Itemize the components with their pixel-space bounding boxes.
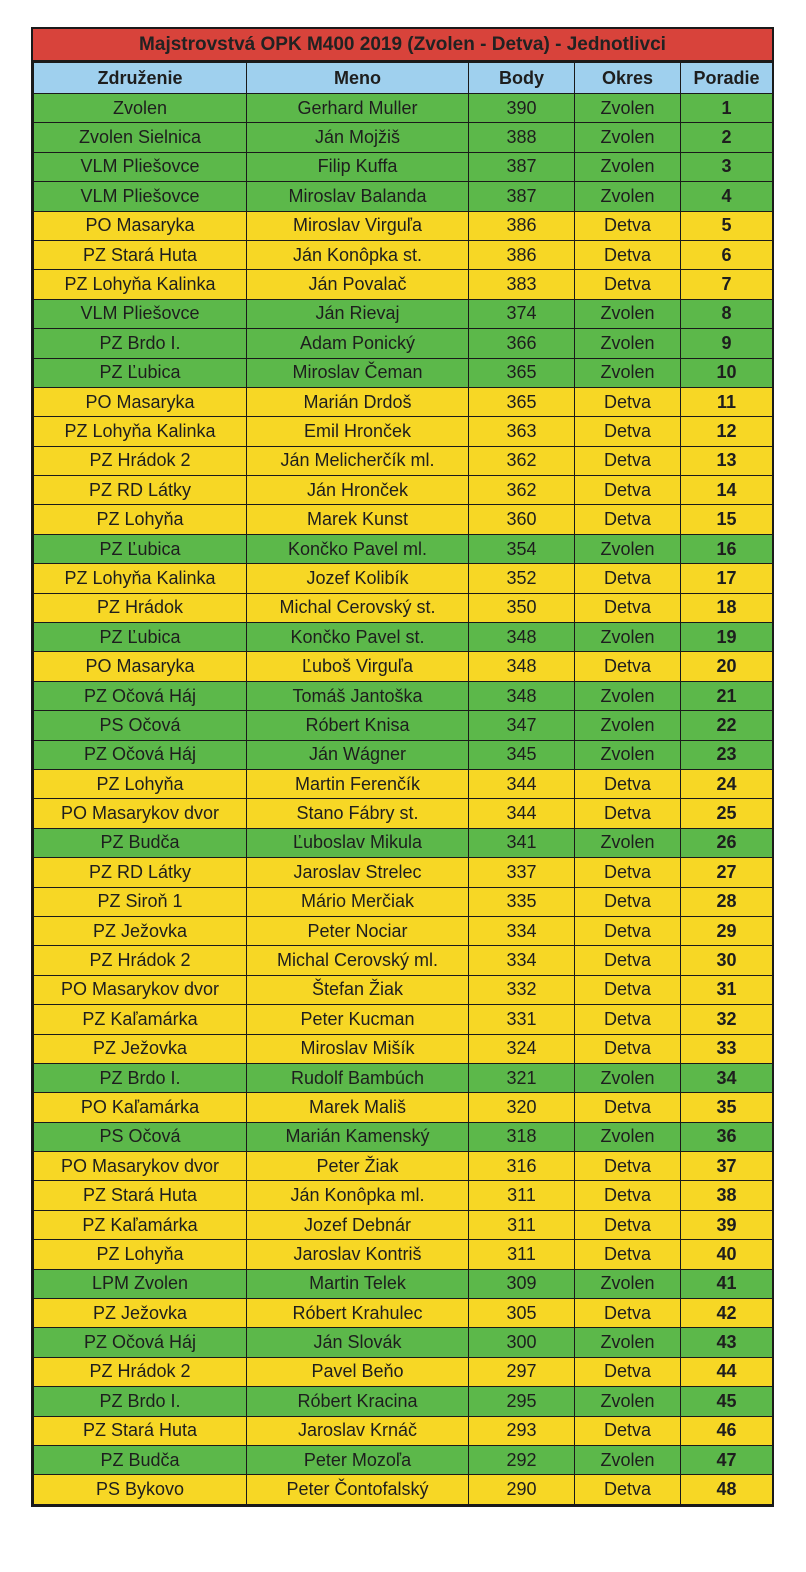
cell-association: PZ RD Látky [34,476,247,505]
table-row [34,1445,773,1474]
cell-rank: 4 [681,182,773,211]
table-row [34,1005,773,1034]
cell-points: 383 [469,270,575,299]
cell-district: Detva [575,858,681,887]
table-row [34,1122,773,1151]
cell-points: 363 [469,417,575,446]
table-row [34,1063,773,1092]
cell-name: Peter Nociar [247,916,469,945]
table-body [34,94,773,1505]
cell-district: Zvolen [575,1122,681,1151]
cell-rank: 36 [681,1122,773,1151]
cell-district: Detva [575,946,681,975]
table-row [34,858,773,887]
cell-name: Ján Rievaj [247,299,469,328]
cell-district: Detva [575,505,681,534]
table-row [34,916,773,945]
cell-district: Zvolen [575,828,681,857]
cell-rank: 29 [681,916,773,945]
cell-district: Detva [575,387,681,416]
cell-association: PZ Hrádok 2 [34,946,247,975]
cell-district: Zvolen [575,1387,681,1416]
table-row [34,799,773,828]
cell-rank: 6 [681,240,773,269]
cell-name: Miroslav Balanda [247,182,469,211]
cell-rank: 47 [681,1445,773,1474]
cell-rank: 20 [681,652,773,681]
cell-district: Detva [575,1416,681,1445]
cell-district: Zvolen [575,1269,681,1298]
table-row [34,182,773,211]
cell-association: PO Masaryka [34,387,247,416]
header-rank: Poradie [681,63,773,94]
cell-district: Detva [575,975,681,1004]
cell-rank: 48 [681,1475,773,1504]
cell-rank: 1 [681,94,773,123]
cell-association: PZ Ježovka [34,1299,247,1328]
cell-name: Miroslav Virguľa [247,211,469,240]
cell-points: 345 [469,740,575,769]
cell-rank: 5 [681,211,773,240]
table-row [34,152,773,181]
cell-association: PZ Budča [34,828,247,857]
results-sheet [31,27,774,1507]
cell-district: Detva [575,887,681,916]
cell-district: Detva [575,799,681,828]
cell-association: Zvolen Sielnica [34,123,247,152]
cell-points: 324 [469,1034,575,1063]
cell-association: PZ Lohyňa Kalinka [34,564,247,593]
cell-district: Zvolen [575,329,681,358]
cell-points: 320 [469,1093,575,1122]
cell-district: Zvolen [575,299,681,328]
cell-name: Peter Žiak [247,1152,469,1181]
cell-association: PZ Lohyňa [34,1240,247,1269]
cell-name: Ján Povalač [247,270,469,299]
table-row [34,387,773,416]
header-district: Okres [575,63,681,94]
table-row [34,564,773,593]
cell-points: 290 [469,1475,575,1504]
cell-name: Gerhard Muller [247,94,469,123]
cell-rank: 23 [681,740,773,769]
cell-name: Mário Merčiak [247,887,469,916]
cell-points: 362 [469,476,575,505]
cell-points: 300 [469,1328,575,1357]
cell-association: PS Očová [34,711,247,740]
cell-name: Peter Čontofalský [247,1475,469,1504]
cell-name: Pavel Beňo [247,1357,469,1386]
cell-points: 311 [469,1210,575,1239]
cell-district: Detva [575,1152,681,1181]
table-row [34,329,773,358]
cell-points: 348 [469,681,575,710]
cell-rank: 35 [681,1093,773,1122]
cell-district: Detva [575,1299,681,1328]
cell-name: Stano Fábry st. [247,799,469,828]
cell-name: Miroslav Čeman [247,358,469,387]
cell-district: Detva [575,211,681,240]
cell-district: Zvolen [575,152,681,181]
cell-rank: 33 [681,1034,773,1063]
cell-points: 344 [469,769,575,798]
cell-association: PZ Lohyňa [34,505,247,534]
cell-rank: 43 [681,1328,773,1357]
cell-name: Ján Mojžiš [247,123,469,152]
cell-points: 388 [469,123,575,152]
cell-points: 386 [469,240,575,269]
cell-rank: 21 [681,681,773,710]
cell-rank: 26 [681,828,773,857]
cell-district: Detva [575,1093,681,1122]
cell-points: 334 [469,916,575,945]
cell-district: Detva [575,1181,681,1210]
cell-association: PZ Brdo I. [34,329,247,358]
cell-name: Marián Kamenský [247,1122,469,1151]
table-row [34,623,773,652]
header-points: Body [469,63,575,94]
cell-rank: 18 [681,593,773,622]
cell-name: Michal Cerovský ml. [247,946,469,975]
table-row [34,1152,773,1181]
table-row [34,1387,773,1416]
cell-points: 350 [469,593,575,622]
cell-rank: 3 [681,152,773,181]
table-row [34,534,773,563]
cell-association: PZ Kaľamárka [34,1005,247,1034]
cell-points: 332 [469,975,575,1004]
table-row [34,417,773,446]
cell-points: 387 [469,182,575,211]
cell-association: PZ Kaľamárka [34,1210,247,1239]
cell-rank: 13 [681,446,773,475]
cell-rank: 19 [681,623,773,652]
cell-points: 365 [469,358,575,387]
cell-district: Detva [575,652,681,681]
cell-district: Detva [575,1240,681,1269]
cell-name: Jozef Kolibík [247,564,469,593]
cell-association: PZ Hrádok 2 [34,446,247,475]
cell-points: 297 [469,1357,575,1386]
cell-rank: 2 [681,123,773,152]
cell-rank: 38 [681,1181,773,1210]
cell-rank: 37 [681,1152,773,1181]
cell-district: Detva [575,1475,681,1504]
table-row [34,505,773,534]
table-row [34,211,773,240]
sheet-title: Majstrovstvá OPK M400 2019 (Zvolen - Detva) - Jednotlivci [33,29,772,62]
cell-points: 352 [469,564,575,593]
cell-district: Zvolen [575,1063,681,1092]
cell-points: 331 [469,1005,575,1034]
cell-rank: 25 [681,799,773,828]
cell-district: Detva [575,1210,681,1239]
table-row [34,299,773,328]
cell-name: Marián Drdoš [247,387,469,416]
cell-association: PZ Lohyňa Kalinka [34,417,247,446]
cell-name: Ján Konôpka ml. [247,1181,469,1210]
table-row [34,711,773,740]
cell-association: VLM Pliešovce [34,299,247,328]
cell-name: Ján Slovák [247,1328,469,1357]
cell-points: 292 [469,1445,575,1474]
cell-association: LPM Zvolen [34,1269,247,1298]
cell-points: 341 [469,828,575,857]
cell-points: 348 [469,652,575,681]
cell-name: Jaroslav Krnáč [247,1416,469,1445]
cell-association: PZ Hrádok [34,593,247,622]
table-row [34,652,773,681]
table-row [34,887,773,916]
cell-points: 387 [469,152,575,181]
cell-name: Jozef Debnár [247,1210,469,1239]
cell-name: Tomáš Jantoška [247,681,469,710]
header-name: Meno [247,63,469,94]
cell-name: Končko Pavel st. [247,623,469,652]
cell-association: PZ RD Látky [34,858,247,887]
cell-association: PZ Budča [34,1445,247,1474]
cell-rank: 9 [681,329,773,358]
table-row [34,1093,773,1122]
cell-association: PZ Ľubica [34,534,247,563]
cell-name: Končko Pavel ml. [247,534,469,563]
cell-points: 366 [469,329,575,358]
cell-points: 335 [469,887,575,916]
cell-association: PZ Ježovka [34,1034,247,1063]
table-row [34,740,773,769]
cell-association: PZ Siroň 1 [34,887,247,916]
table-row [34,1416,773,1445]
table-row [34,1181,773,1210]
cell-association: PS Očová [34,1122,247,1151]
cell-district: Zvolen [575,534,681,563]
cell-name: Peter Mozoľa [247,1445,469,1474]
cell-district: Detva [575,916,681,945]
table-row [34,358,773,387]
results-table [33,62,773,1505]
cell-association: PO Masaryka [34,652,247,681]
cell-association: PZ Lohyňa Kalinka [34,270,247,299]
cell-district: Detva [575,446,681,475]
cell-name: Michal Cerovský st. [247,593,469,622]
cell-name: Martin Telek [247,1269,469,1298]
cell-points: 390 [469,94,575,123]
cell-points: 311 [469,1181,575,1210]
cell-district: Zvolen [575,623,681,652]
cell-name: Ján Hronček [247,476,469,505]
cell-name: Róbert Knisa [247,711,469,740]
cell-rank: 14 [681,476,773,505]
cell-rank: 12 [681,417,773,446]
cell-points: 293 [469,1416,575,1445]
cell-rank: 45 [681,1387,773,1416]
cell-points: 374 [469,299,575,328]
cell-association: PZ Stará Huta [34,240,247,269]
table-row [34,1269,773,1298]
cell-rank: 30 [681,946,773,975]
cell-association: VLM Pliešovce [34,182,247,211]
cell-rank: 31 [681,975,773,1004]
cell-association: PZ Stará Huta [34,1181,247,1210]
cell-points: 305 [469,1299,575,1328]
cell-points: 318 [469,1122,575,1151]
cell-association: PS Bykovo [34,1475,247,1504]
cell-association: PZ Hrádok 2 [34,1357,247,1386]
cell-name: Jaroslav Kontriš [247,1240,469,1269]
cell-name: Rudolf Bambúch [247,1063,469,1092]
cell-district: Zvolen [575,94,681,123]
cell-association: PZ Ľubica [34,623,247,652]
cell-rank: 8 [681,299,773,328]
header-association: Združenie [34,63,247,94]
cell-association: Zvolen [34,94,247,123]
table-row [34,593,773,622]
cell-name: Peter Kucman [247,1005,469,1034]
cell-name: Róbert Krahulec [247,1299,469,1328]
cell-name: Ľuboslav Mikula [247,828,469,857]
table-row [34,1240,773,1269]
cell-association: PO Masaryka [34,211,247,240]
cell-association: PZ Ľubica [34,358,247,387]
cell-name: Ján Wágner [247,740,469,769]
cell-name: Marek Kunst [247,505,469,534]
table-row [34,681,773,710]
cell-name: Adam Ponický [247,329,469,358]
cell-name: Ján Melicherčík ml. [247,446,469,475]
cell-points: 344 [469,799,575,828]
cell-name: Filip Kuffa [247,152,469,181]
cell-points: 347 [469,711,575,740]
table-row [34,769,773,798]
cell-name: Róbert Kracina [247,1387,469,1416]
cell-points: 337 [469,858,575,887]
table-row [34,828,773,857]
cell-rank: 16 [681,534,773,563]
cell-association: PO Masarykov dvor [34,1152,247,1181]
header-row [34,63,773,94]
cell-name: Jaroslav Strelec [247,858,469,887]
cell-rank: 28 [681,887,773,916]
table-row [34,94,773,123]
cell-points: 309 [469,1269,575,1298]
cell-rank: 27 [681,858,773,887]
cell-district: Detva [575,1357,681,1386]
cell-district: Detva [575,593,681,622]
table-header [34,63,773,94]
cell-name: Ľuboš Virguľa [247,652,469,681]
cell-district: Zvolen [575,681,681,710]
cell-points: 311 [469,1240,575,1269]
cell-points: 334 [469,946,575,975]
table-row [34,240,773,269]
cell-district: Detva [575,1005,681,1034]
cell-rank: 22 [681,711,773,740]
cell-district: Zvolen [575,711,681,740]
cell-association: PZ Očová Háj [34,1328,247,1357]
cell-points: 365 [469,387,575,416]
cell-district: Detva [575,240,681,269]
cell-rank: 46 [681,1416,773,1445]
cell-district: Zvolen [575,358,681,387]
cell-name: Marek Mališ [247,1093,469,1122]
cell-points: 295 [469,1387,575,1416]
table-row [34,1034,773,1063]
cell-district: Zvolen [575,1445,681,1474]
table-row [34,1328,773,1357]
cell-rank: 7 [681,270,773,299]
cell-association: PO Masarykov dvor [34,975,247,1004]
cell-association: PZ Brdo I. [34,1063,247,1092]
cell-district: Detva [575,769,681,798]
cell-association: PO Masarykov dvor [34,799,247,828]
cell-district: Detva [575,270,681,299]
cell-rank: 39 [681,1210,773,1239]
cell-district: Detva [575,564,681,593]
table-row [34,946,773,975]
table-row [34,1357,773,1386]
cell-rank: 32 [681,1005,773,1034]
cell-points: 354 [469,534,575,563]
cell-district: Zvolen [575,182,681,211]
cell-district: Zvolen [575,740,681,769]
cell-association: PZ Očová Háj [34,681,247,710]
cell-name: Ján Konôpka st. [247,240,469,269]
cell-rank: 10 [681,358,773,387]
cell-rank: 34 [681,1063,773,1092]
cell-association: PZ Lohyňa [34,769,247,798]
cell-rank: 42 [681,1299,773,1328]
cell-association: VLM Pliešovce [34,152,247,181]
cell-association: PZ Ježovka [34,916,247,945]
table-row [34,123,773,152]
cell-points: 362 [469,446,575,475]
cell-rank: 17 [681,564,773,593]
table-row [34,1475,773,1504]
table-row [34,975,773,1004]
cell-district: Detva [575,476,681,505]
table-row [34,446,773,475]
table-row [34,1210,773,1239]
cell-rank: 40 [681,1240,773,1269]
table-row [34,1299,773,1328]
cell-association: PZ Stará Huta [34,1416,247,1445]
cell-points: 321 [469,1063,575,1092]
cell-association: PZ Brdo I. [34,1387,247,1416]
cell-name: Martin Ferenčík [247,769,469,798]
cell-rank: 41 [681,1269,773,1298]
cell-rank: 44 [681,1357,773,1386]
cell-district: Zvolen [575,123,681,152]
cell-rank: 11 [681,387,773,416]
cell-name: Štefan Žiak [247,975,469,1004]
cell-points: 316 [469,1152,575,1181]
cell-name: Miroslav Mišík [247,1034,469,1063]
cell-points: 348 [469,623,575,652]
cell-district: Detva [575,417,681,446]
cell-rank: 15 [681,505,773,534]
cell-points: 386 [469,211,575,240]
table-row [34,476,773,505]
cell-association: PZ Očová Háj [34,740,247,769]
cell-name: Emil Hronček [247,417,469,446]
cell-association: PO Kaľamárka [34,1093,247,1122]
cell-rank: 24 [681,769,773,798]
cell-points: 360 [469,505,575,534]
cell-district: Zvolen [575,1328,681,1357]
table-row [34,270,773,299]
cell-district: Detva [575,1034,681,1063]
